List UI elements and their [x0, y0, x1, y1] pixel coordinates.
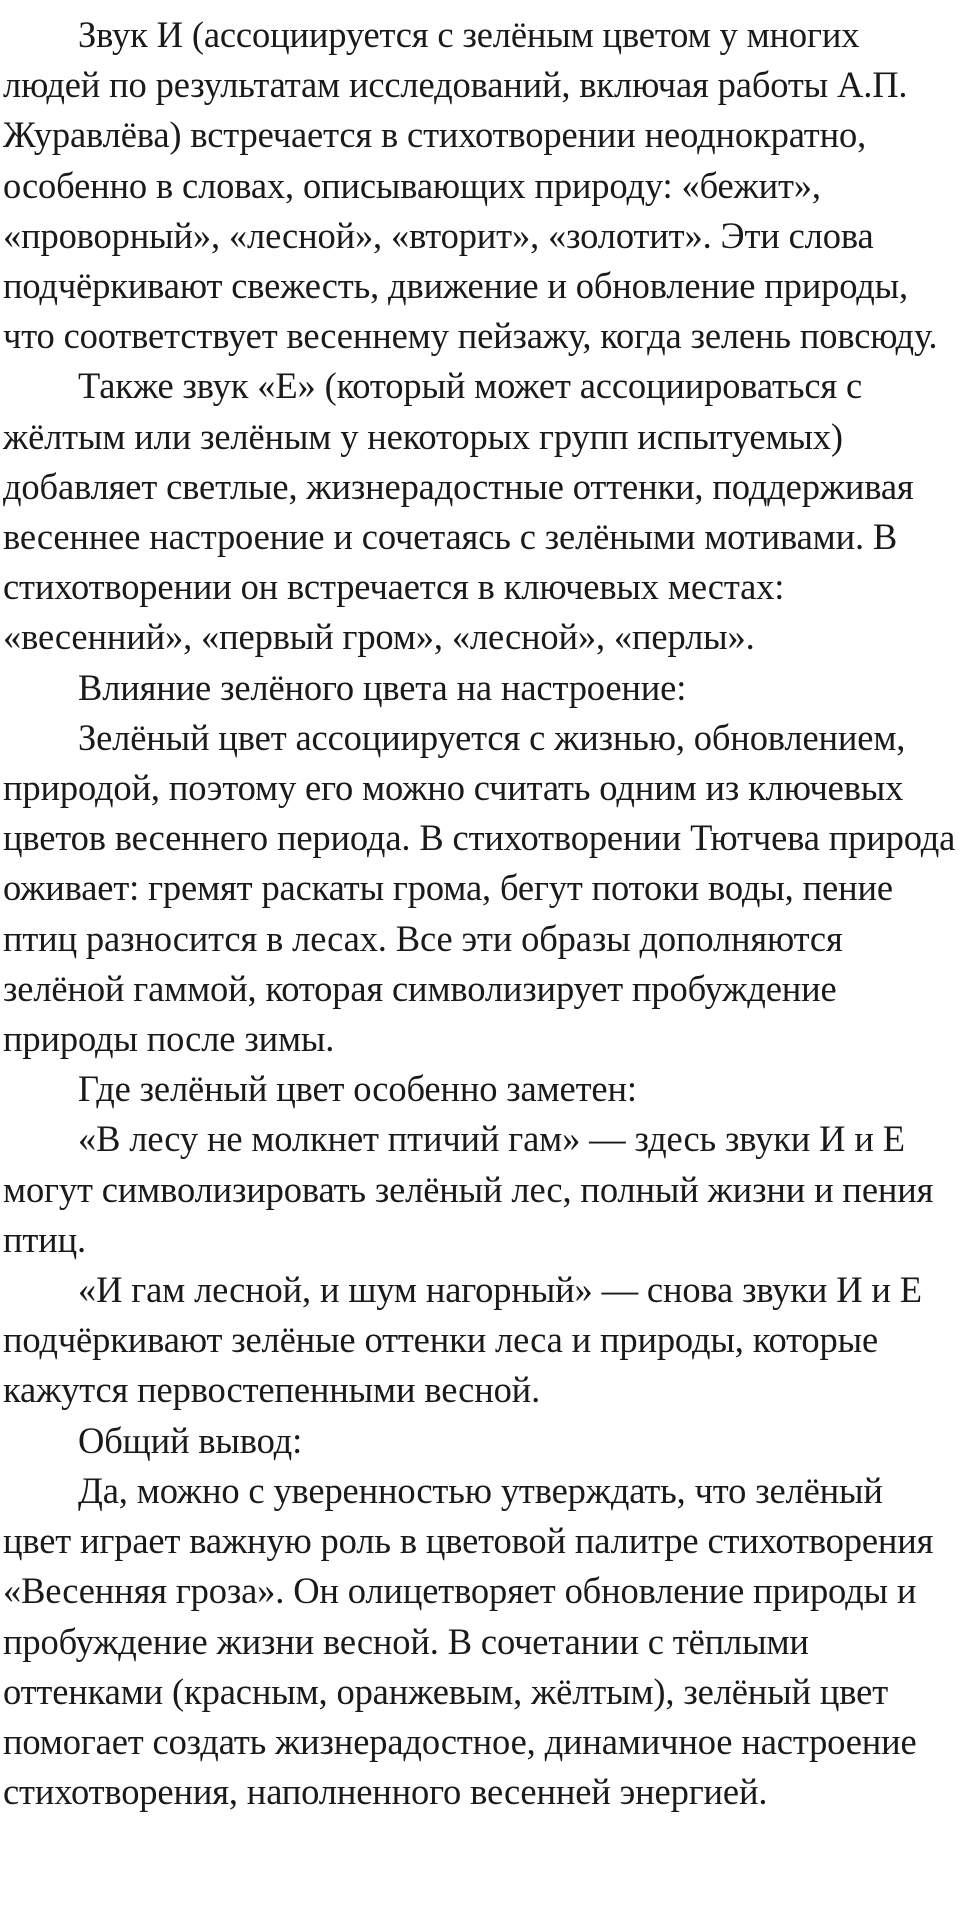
paragraph-conclusion: Да, можно с уверенностью утверждать, что зелёный цвет играет важную роль в цветовой палитре стихотворения «Весенняя гроза». Он олицетворяет обновление природы и пробуждение жизни весной. В сочетании с тёплыми оттенками (красным, оранжевым, жёлтым), зелёный цвет помогает создать жизнерадостное, динамичное настроение стихотворения, наполненного весенней энергией. [3, 1469, 934, 1813]
paragraph-quote-forest: «В лесу не молкнет птичий гам» — здесь звуки И и Е могут символизировать зелёный лес, полный жизни и пения птиц. [3, 1118, 934, 1260]
paragraph-sound-i: Звук И (ассоциируется с зелёным цветом у многих людей по результатам исследований, включая работы А.П. Журавлёва) встречается в стихотворении неоднократно, особенно в словах, описывающих природу: «бежит», «проворный», «лесной», «вторит», «золотит». Эти слова подчёркивают свежесть, движение и обновление природы, что соответствует весеннему пейзажу, когда зелень повсюду. [3, 14, 938, 357]
heading-conclusion: Общий вывод: [78, 1419, 303, 1461]
paragraph-sound-e: Также звук «Е» (который может ассоциироваться с жёлтым или зелёным у некоторых групп испытуемых) добавляет светлые, жизнерадостные оттенки, поддерживая весеннее настроение и сочетаясь с зелёными мотивами. В стихотворении он встречается в ключевых местах: «весенний», «первый гром», «лесной», «перлы». [3, 365, 914, 658]
document-page [0, 10, 960, 1910]
paragraph-quote-noise: «И гам лесной, и шум нагорный» — снова звуки И и Е подчёркивают зелёные оттенки леса и природы, которые кажутся первостепенными весной. [3, 1269, 922, 1411]
paragraph-green-mood: Зелёный цвет ассоциируется с жизнью, обновлением, природой, поэтому его можно считать одним из ключевых цветов весеннего периода. В стихотворении Тютчева природа оживает: гремят раскаты грома, бегут потоки воды, пение птиц разносится в лесах. Все эти образы дополняются зелёной гаммой, которая символизирует пробуждение природы после зимы. [3, 716, 956, 1060]
heading-where-green: Где зелёный цвет особенно заметен: [78, 1068, 637, 1110]
heading-green-mood: Влияние зелёного цвета на настроение: [78, 666, 687, 708]
